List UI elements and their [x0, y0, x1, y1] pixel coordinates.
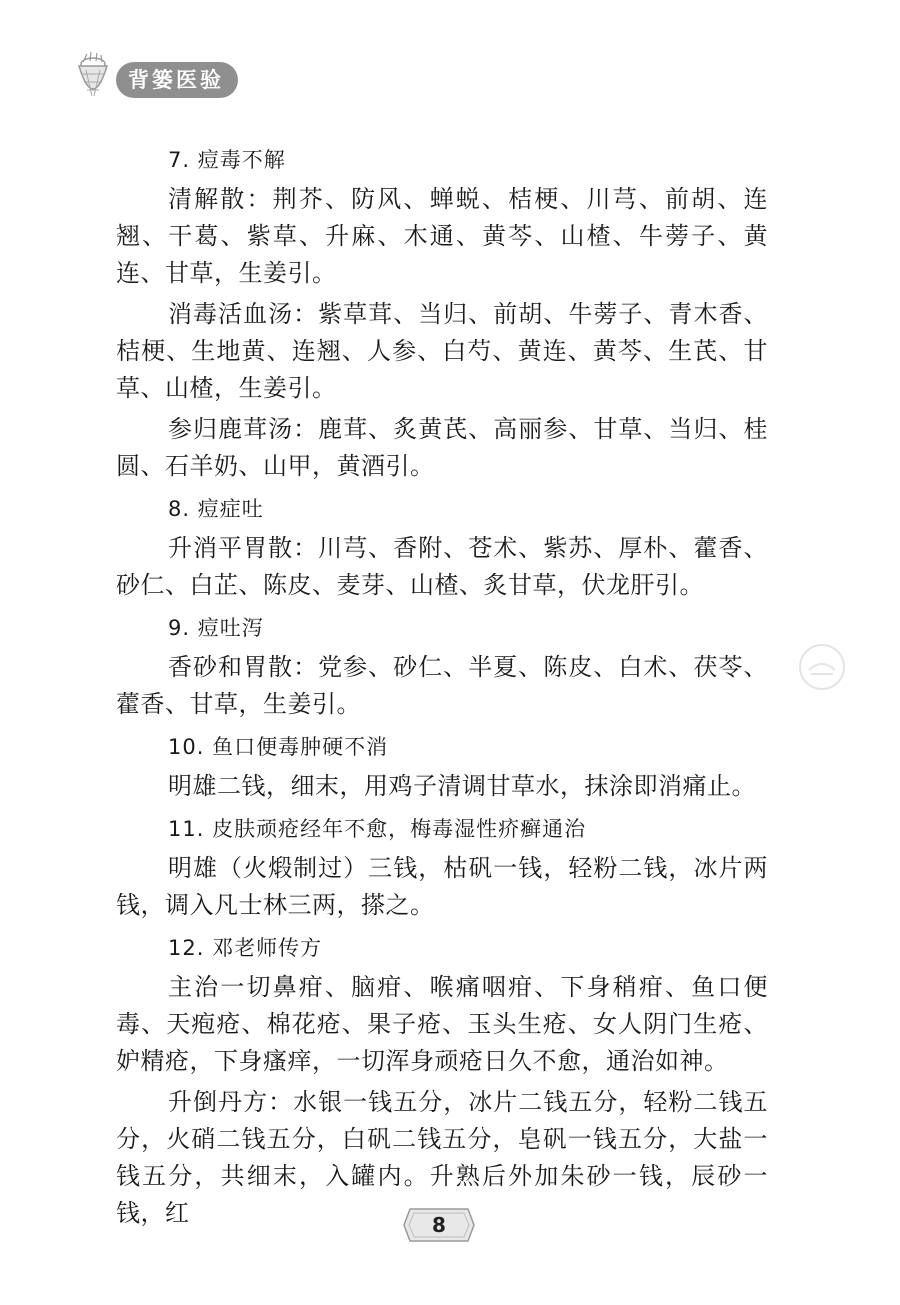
paragraph: 消毒活血汤：紫草茸、当归、前胡、牛蒡子、青木香、桔梗、生地黄、连翘、人参、白芍、黄连、黄芩、生芪、甘草、山楂，生姜引。	[116, 300, 768, 402]
paragraph: 升倒丹方：水银一钱五分，冰片二钱五分，轻粉二钱五分，火硝二钱五分，白矾二钱五分，皂矾一钱五分，大盐一钱五分，共细末，入罐内。升熟后外加朱砂一钱，辰砂一钱，红	[116, 1088, 768, 1227]
section-heading: 7. 痘毒不解	[168, 148, 286, 172]
section-heading: 8. 痘症吐	[168, 497, 264, 521]
paragraph: 明雄二钱，细末，用鸡子清调甘草水，抹涂即消痛止。	[168, 772, 756, 800]
paragraph: 主治一切鼻疳、脑疳、喉痛咽疳、下身稍疳、鱼口便毒、天疱疮、棉花疮、果子疮、玉头生疮、女人阴门生疮、妒精疮，下身瘙痒，一切浑身顽疮日久不愈，通治如神。	[116, 973, 768, 1075]
paragraph: 参归鹿茸汤：鹿茸、炙黄芪、高丽参、甘草、当归、桂圆、石羊奶、山甲，黄酒引。	[116, 415, 768, 480]
book-title-badge: 背篓医验	[116, 62, 238, 98]
paragraph: 明雄（火煅制过）三钱，枯矾一钱，轻粉二钱，冰片两钱，调入凡士林三两，搽之。	[116, 854, 768, 919]
section-heading: 11. 皮肤顽疮经年不愈，梅毒湿性疥癣通治	[168, 817, 587, 841]
paragraph: 升消平胃散：川芎、香附、苍术、紫苏、厚朴、藿香、砂仁、白芷、陈皮、麦芽、山楂、炙甘草，伏龙肝引。	[116, 534, 768, 599]
running-header	[72, 48, 238, 112]
page-number: 8	[432, 1213, 446, 1237]
section-heading: 12. 邓老师传方	[168, 936, 323, 960]
paragraph: 香砂和胃散：党参、砂仁、半夏、陈皮、白术、茯苓、藿香、甘草，生姜引。	[116, 653, 768, 718]
page-body	[116, 140, 768, 1236]
paragraph: 清解散：荆芥、防风、蝉蜕、桔梗、川芎、前胡、连翘、干葛、紫草、升麻、木通、黄芩、山楂、牛蒡子、黄连、甘草，生姜引。	[116, 185, 768, 287]
section-heading: 9. 痘吐泻	[168, 616, 264, 640]
section-heading: 10. 鱼口便毒肿硬不消	[168, 735, 389, 759]
watermark-icon	[797, 642, 847, 692]
page-number-badge	[402, 1207, 476, 1243]
basket-icon	[72, 50, 114, 110]
